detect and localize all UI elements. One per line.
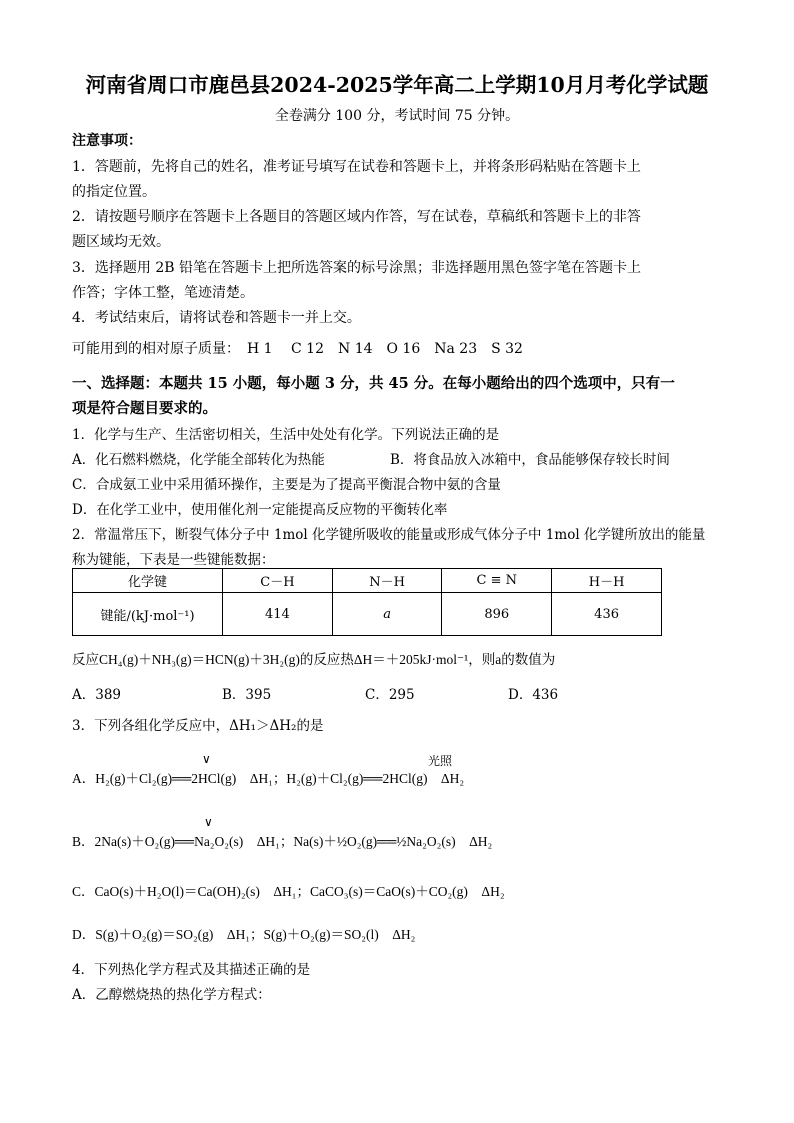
notice-item: 1．答题前，先将自己的姓名，准考证号填写在试卷和答题卡上，并将条形码粘贴在答题卡上 [72,159,641,175]
q4-option-a: A．乙醇燃烧热的热化学方程式： [72,987,271,1003]
q1-stem: 1．化学与生产、生活密切相关，生活中处处有化学。下列说法正确的是 [72,427,500,443]
q1-option-c: C．合成氨工业中采用循环操作，主要是为了提高平衡混合物中氨的含量 [72,477,501,493]
notice-item: 作答；字体工整，笔迹清楚。 [72,285,254,301]
page-subtitle: 全卷满分 100 分，考试时间 75 分钟。 [274,108,520,124]
q3-option-a: A．H₂(g)＋Cl₂(g)══2HCl(g) ΔH₁；H₂(g)＋Cl₂(g)══2HCl(g) ΔH₂ [72,771,465,786]
q2-option-d: D．436 [508,687,559,703]
table-header-cell: 化学键 [73,569,223,593]
table-row-label: 键能/(kJ·mol⁻¹) [73,593,223,636]
table-cell: 414 [223,593,333,636]
table-row [73,593,662,636]
q2-stem: 称为键能，下表是一些键能数据： [72,552,275,568]
q1-option-a: A．化石燃料燃烧，化学能全部转化为热能 [72,452,325,468]
table-cell: 436 [552,593,662,636]
q2-reaction-line [72,648,555,668]
q2-option-b: B．395 [222,687,272,703]
q3-option-a-condition: 光照 [428,754,453,768]
table-header-cell: H－H [552,569,662,593]
q3-option-d: D．S(g)＋O₂(g)＝SO₂(g) ΔH₁；S(g)＋O₂(g)＝SO₂(l) ΔH₂ [72,927,416,942]
section-heading: 一、选择题：本题共 15 小题，每小题 3 分，共 45 分。在每小题给出的四个选项中，只有一 [72,375,675,392]
notice-item: 2．请按题号顺序在答题卡上各题目的答题区域内作答，写在试卷，草稿纸和答题卡上的非答 [72,209,641,225]
q1-option-d: D．在化学工业中，使用催化剂一定能提高反应物的平衡转化率 [72,502,448,518]
q3-stem: 3．下列各组化学反应中，ΔH₁＞ΔH₂的是 [72,718,324,734]
notice-item: 题区域均无效。 [72,234,170,250]
q3-option-b: B．2Na(s)＋O₂(g)══Na₂O₂(s) ΔH₁；Na(s)＋½O₂(g)══½Na₂O₂(s) ΔH₂ [72,834,493,849]
q4-stem: 4．下列热化学方程式及其描述正确的是 [72,962,311,978]
q3-option-b-condition: ∨ [204,815,213,829]
table-header-cell: C ≡ N [442,569,552,593]
notice-item: 的指定位置。 [72,184,156,200]
table-cell: a [332,593,442,636]
q3-option-c: C．CaO(s)＋H₂O(l)＝Ca(OH)₂(s) ΔH₁；CaCO₃(s)＝CaO(s)＋CO₂(g) ΔH₂ [72,884,505,899]
q2-reaction-prefix: 反应 [72,652,99,667]
page-title: 河南省周口市鹿邑县2024-2025学年高二上学期10月月考化学试题 [85,73,709,97]
atomic-mass-line: 可能用到的相对原子质量： H 1 C 12 N 14 O 16 Na 23 S 32 [72,341,523,357]
q2-reaction-suffix: 的反应热ΔH＝＋205kJ·mol⁻¹，则a的数值为 [299,652,556,667]
table-header-cell: C－H [223,569,333,593]
notice-item: 3．选择题用 2B 铅笔在答题卡上把所选答案的标号涂黑；非选择题用黑色签字笔在答题卡上 [72,260,642,276]
table-header-cell: N－H [332,569,442,593]
q2-reaction: CH₄(g)＋NH₃(g)＝HCN(g)＋3H₂(g) [99,652,300,667]
q2-option-c: C．295 [365,687,415,703]
q2-stem: 2．常温常压下，断裂气体分子中 1mol 化学键所吸收的能量或形成气体分子中 1mol 化学键所放出的能量 [72,527,706,543]
section-heading: 项是符合题目要求的。 [72,400,217,417]
notice-heading: 注意事项： [72,133,142,149]
table-cell: 896 [442,593,552,636]
q2-option-a: A．389 [72,687,122,703]
table-header-row [73,569,662,593]
notice-item: 4．考试结束后，请将试卷和答题卡一并上交。 [72,310,361,326]
bond-energy-table [72,568,662,636]
q1-option-b: B．将食品放入冰箱中，食品能够保存较长时间 [390,452,670,468]
q3-option-a-condition: ∨ [202,752,211,766]
